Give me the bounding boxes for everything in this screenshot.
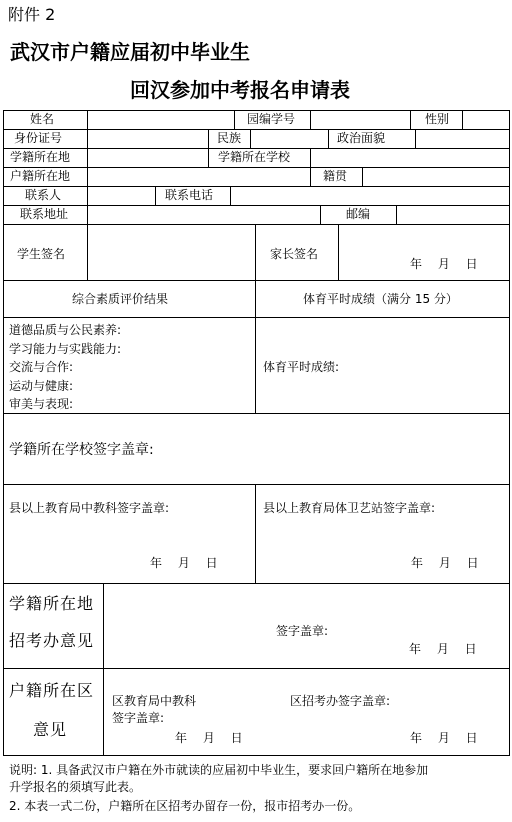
gender-input[interactable]	[463, 111, 509, 129]
parent-signature-field[interactable]	[339, 225, 509, 255]
label-political-status: 政治面貌	[337, 131, 386, 145]
enroll-place-input[interactable]	[88, 149, 208, 167]
row-line	[3, 583, 510, 584]
label-gender: 性别	[425, 112, 450, 126]
name-input[interactable]	[88, 111, 234, 129]
form-title-line1: 武汉市户籍应届初中毕业生	[10, 40, 250, 64]
row-line	[3, 668, 510, 669]
cell-line	[255, 484, 256, 583]
district-exam-office-sign: 区招考办签字盖章:	[290, 694, 391, 708]
attachment-label: 附件 2	[8, 5, 56, 24]
cell-line	[410, 110, 411, 129]
cell-line	[234, 110, 235, 129]
eval-item-morality: 道德品质与公民素养:	[9, 323, 122, 337]
school-seal-label: 学籍所在学校签字盖章:	[9, 442, 154, 458]
cell-line	[320, 205, 321, 224]
cell-line	[155, 186, 156, 205]
note-line1: 说明: 1. 具备武汉市户籍在外市就读的应届初中毕业生，要求回户籍所在地参加	[9, 763, 429, 777]
row-line	[3, 755, 510, 756]
cell-line	[255, 280, 256, 413]
cell-line	[208, 148, 209, 167]
enroll-office-label-line1: 学籍所在地	[9, 594, 95, 613]
pe-score-header: 体育平时成绩（满分 15 分）	[303, 292, 458, 306]
label-native-place: 籍贯	[323, 169, 348, 183]
school-id-input[interactable]	[311, 111, 410, 129]
native-place-input[interactable]	[363, 168, 509, 186]
enroll-office-label-line2: 招考办意见	[9, 631, 95, 650]
label-name: 姓名	[30, 112, 55, 126]
contact-person-input[interactable]	[88, 187, 155, 205]
district-edu-dept: 区教育局中教科	[112, 694, 197, 708]
county-edu-date: 年 月 日	[150, 556, 218, 570]
cell-line	[255, 224, 256, 280]
label-enroll-school: 学籍所在学校	[218, 150, 291, 164]
label-contact-person: 联系人	[25, 188, 62, 202]
row-line	[3, 280, 510, 281]
table-border-right	[509, 110, 510, 756]
district-edu-sign: 签字盖章:	[112, 711, 165, 725]
label-postcode: 邮编	[346, 207, 371, 221]
cell-line	[328, 129, 329, 148]
district-exam-date: 年 月 日	[410, 731, 478, 745]
label-hukou-place: 户籍所在地	[10, 169, 71, 183]
ethnicity-input[interactable]	[251, 130, 328, 148]
political-status-input[interactable]	[416, 130, 509, 148]
cell-line	[103, 583, 104, 755]
row-line	[3, 110, 510, 111]
hukou-district-label-line2: 意见	[33, 720, 68, 739]
eval-item-cooperation: 交流与合作:	[9, 360, 74, 374]
signature-date: 年 月 日	[410, 257, 478, 271]
label-contact-phone: 联系电话	[165, 188, 214, 202]
address-input[interactable]	[88, 206, 320, 224]
enroll-school-input[interactable]	[311, 149, 509, 167]
label-pe-score: 体育平时成绩:	[263, 360, 340, 374]
row-line	[3, 484, 510, 485]
county-pe-seal-label: 县以上教育局体卫艺站签字盖章:	[263, 501, 436, 515]
note-line2: 升学报名的须填写此表。	[9, 780, 142, 794]
eval-item-aesthetics: 审美与表现:	[9, 397, 74, 411]
contact-phone-input[interactable]	[231, 187, 509, 205]
county-edu-seal-label: 县以上教育局中教科签字盖章:	[9, 501, 170, 515]
county-pe-date: 年 月 日	[411, 556, 479, 570]
cell-line	[208, 129, 209, 148]
hukou-place-input[interactable]	[88, 168, 310, 186]
cell-line	[310, 167, 311, 186]
row-line	[3, 413, 510, 414]
enroll-office-date: 年 月 日	[409, 642, 477, 656]
eval-item-health: 运动与健康:	[9, 379, 74, 393]
hukou-district-label-line1: 户籍所在区	[9, 681, 95, 700]
district-edu-date: 年 月 日	[175, 731, 243, 745]
id-number-input[interactable]	[88, 130, 208, 148]
form-title-line2: 回汉参加中考报名申请表	[130, 78, 350, 102]
quality-evaluation-header: 综合素质评价结果	[72, 292, 169, 306]
label-address: 联系地址	[20, 207, 69, 221]
table-border-left	[3, 110, 4, 756]
label-ethnicity: 民族	[217, 131, 242, 145]
eval-item-learning: 学习能力与实践能力:	[9, 342, 122, 356]
note-line3: 2. 本表一式二份，户籍所在区招考办留存一份，报市招考办一份。	[9, 799, 361, 813]
label-student-signature: 学生签名	[17, 247, 66, 261]
enroll-office-sign: 签字盖章:	[276, 624, 329, 638]
label-school-id: 园编学号	[247, 112, 296, 126]
student-signature-field[interactable]	[88, 225, 255, 280]
postcode-input[interactable]	[397, 206, 509, 224]
label-enroll-place: 学籍所在地	[10, 150, 71, 164]
label-parent-signature: 家长签名	[270, 247, 319, 261]
label-id-number: 身份证号	[14, 131, 63, 145]
row-line	[3, 317, 510, 318]
